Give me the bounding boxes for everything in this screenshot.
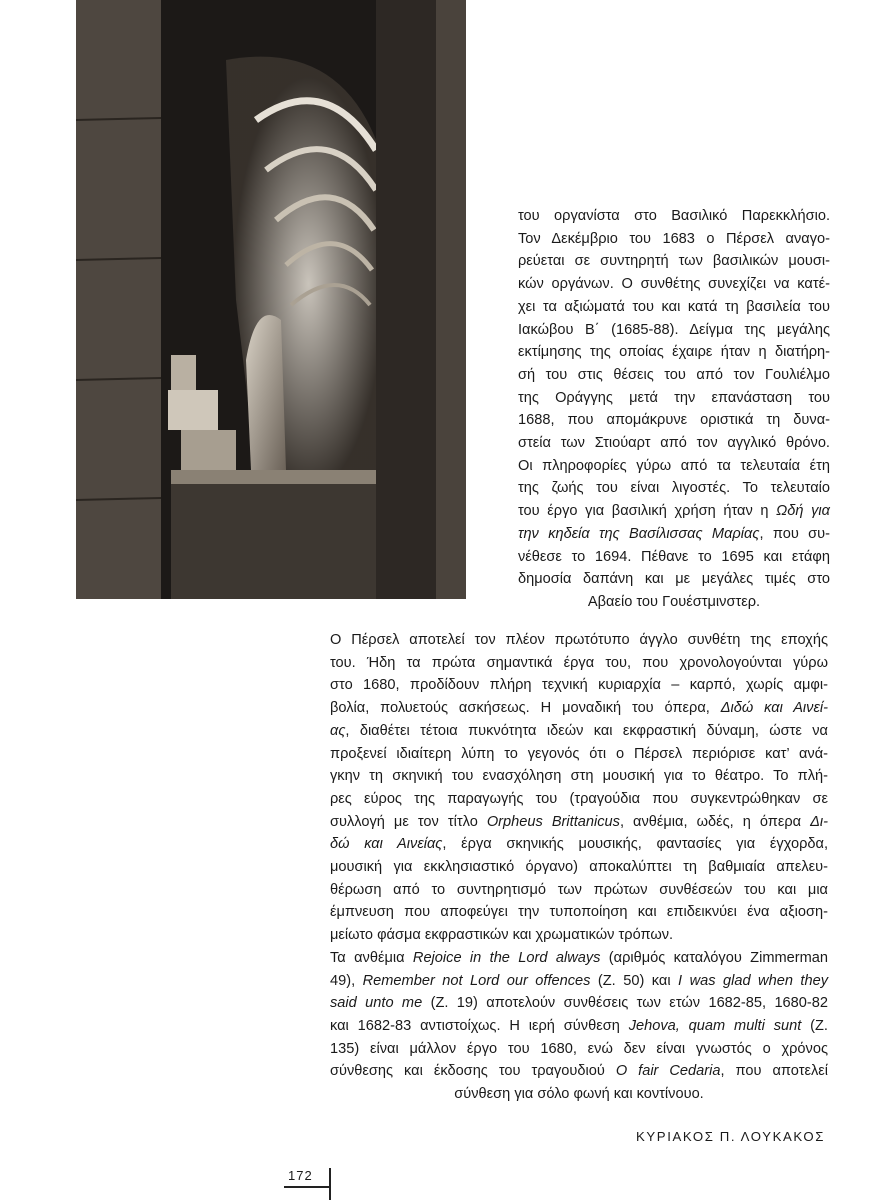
text-line: του έργο για βασιλική χρήση ήταν η Ωδή για <box>518 503 830 520</box>
text-line: said unto me (Z. 19) αποτελούν συνθέσεις των ετών 1682-85, 1680-82 <box>330 995 828 1012</box>
page-number: 172 <box>288 1168 313 1183</box>
work-title: Δι- <box>810 813 828 830</box>
photo-vaulted-corridor-icon <box>76 0 466 599</box>
text-line: θέρωση από το συντηρητισμό των πρώτων συνθέσεών του και μια <box>330 881 828 898</box>
work-title: Ωδή για <box>776 503 830 520</box>
work-title: Διδώ και Αινεί- <box>720 700 828 717</box>
text-line: δώ και Αινείας, έργα σκηνικής μουσικής, φαντασίες για έγχορδα, <box>330 836 829 853</box>
text-line: Οι πληροφορίες γύρω από τα τελευταία έτη <box>518 457 830 474</box>
text-line: του. Ήδη τα πρώτα σημαντικά έργα του, που χρονολογούνται γύρω <box>330 654 828 671</box>
text-line: ας, διαθέτει τέτοια πυκνότητα ιδεών και εκφραστική δύναμη, ώστε να <box>330 722 828 739</box>
text-line: δημοσία δαπάνη και με μεγάλες τιμές στο <box>518 571 830 588</box>
work-title: Rejoice in the Lord always <box>412 949 601 966</box>
text-line: στο 1680, προδίδουν πλήρη τεχνική κυριαρχία – καρπό, χωρίς αμφι- <box>330 677 828 694</box>
text-line: βολία, πολυετούς ασκήσεως. Η μοναδική του όπερα, Διδώ και Αινεί- <box>330 700 828 717</box>
text-line: Τον Δεκέμβριο του 1683 ο Πέρσελ αναγο- <box>518 230 830 247</box>
text-line: 135) είναι μάλλον έργο του 1680, ενώ δεν είναι γνωστός ο χρόνος <box>330 1040 828 1057</box>
work-title: ας <box>330 722 346 739</box>
text-line: σύνθεση για σόλο φωνή και κοντίνουο. <box>454 1086 704 1103</box>
work-title: O fair Cedaria <box>615 1063 721 1080</box>
text-line: 1688, που απομάκρυνε οριστικά τη δυνα- <box>518 412 830 429</box>
text-line: χει τα αξιώματά του και κατά τη βασιλεία του <box>518 298 830 315</box>
text-line: στεία των Στιούαρτ από τον αγγλικό θρόνο. <box>518 435 830 452</box>
text-line: νέθεσε το 1694. Πέθανε το 1695 και ετάφη <box>518 548 830 565</box>
work-title: την κηδεία της Βασίλισσας Μαρίας <box>518 525 760 542</box>
work-title: Remember not Lord our offences <box>362 972 591 989</box>
column-main-bottom <box>330 629 828 1106</box>
text-line: έμπνευση που αποφεύγει την τυποποίηση και επιδεικνύει ένα αξιοση- <box>330 904 828 921</box>
work-title: Orpheus Brittanicus <box>486 813 620 830</box>
work-title: δώ και Αινείας <box>330 836 443 853</box>
text-line: συλλογή με τον τίτλο Orpheus Brittanicus, ανθέμια, ωδές, η όπερα Δι- <box>330 813 828 830</box>
text-line: γκην τη σκηνική του ενασχόληση στη μουσική για το θέατρο. Το πλή- <box>330 768 828 785</box>
text-line: του οργανίστα στο Βασιλικό Παρεκκλήσιο. <box>518 208 830 224</box>
text-line: μουσική για εκκλησιαστικό όργανο) αποκαλύπτει τη βαθμιαία απελευ- <box>330 859 828 876</box>
text-line: την κηδεία της Βασίλισσας Μαρίας, που συ- <box>518 525 830 542</box>
text-line: ρες εύρος της παραγωγής του (τραγούδια που συγκεντρώθηκαν σε <box>330 790 828 807</box>
text-line: της ζωής του είναι λιγοστές. Το τελευταίο <box>518 480 830 497</box>
text-line: Τα ανθέμια Rejoice in the Lord always (αριθμός καταλόγου Zimmerman <box>330 949 828 966</box>
text-line: και 1682-83 αντιστοίχως. Η ιερή σύνθεση Jehova, quam multi sunt (Z. <box>330 1017 828 1034</box>
text-line: μείωτο φάσμα εκφραστικών και χρωματικών τρόπων. <box>330 927 674 944</box>
text-line: Ιακώβου Β΄ (1685-88). Δείγμα της μεγάλης <box>518 321 830 338</box>
text-line: προξενεί ιδιαίτερη λύπη το γεγονός ότι ο Πέρσελ περιόρισε κατ’ ανά- <box>330 745 828 762</box>
page-number-underline <box>284 1186 330 1188</box>
text-line: σή του στις θέσεις του από τον Γουλιέλμο <box>518 366 830 383</box>
text-line: Ο Πέρσελ αποτελεί τον πλέον πρωτότυπο άγγλο συνθέτη της εποχής <box>330 632 828 648</box>
work-title: Jehova, quam multi sunt <box>628 1017 802 1034</box>
author-signature: ΚΥΡΙΑΚΟΣ Π. ΛΟΥΚΑΚΟΣ <box>636 1129 825 1144</box>
text-line: 49), Remember not Lord our offences (Z. 50) και I was glad when they <box>330 972 828 989</box>
text-line: κών οργάνων. Ο συνθέτης συνεχίζει να κατέ- <box>518 276 830 293</box>
text-line: Αβαείο του Γουέστμινστερ. <box>587 593 761 610</box>
page-number-rule <box>329 1168 331 1200</box>
text-line: σύνθεσης και έκδοσης του τραγουδιού O fair Cedaria, που αποτελεί <box>330 1063 829 1080</box>
text-line: της Οράγγης μετά την επανάσταση του <box>518 389 830 406</box>
corridor-photo <box>76 0 466 599</box>
text-line: ρεύεται σε συντηρητή των βασιλικών μουσι- <box>518 253 830 270</box>
work-title: said unto me <box>330 995 423 1012</box>
text-line: εκτίμησης της οποίας έχαιρε ήταν η διατήρη- <box>518 344 830 361</box>
column-right-top <box>518 205 830 614</box>
work-title: I was glad when they <box>678 972 828 989</box>
